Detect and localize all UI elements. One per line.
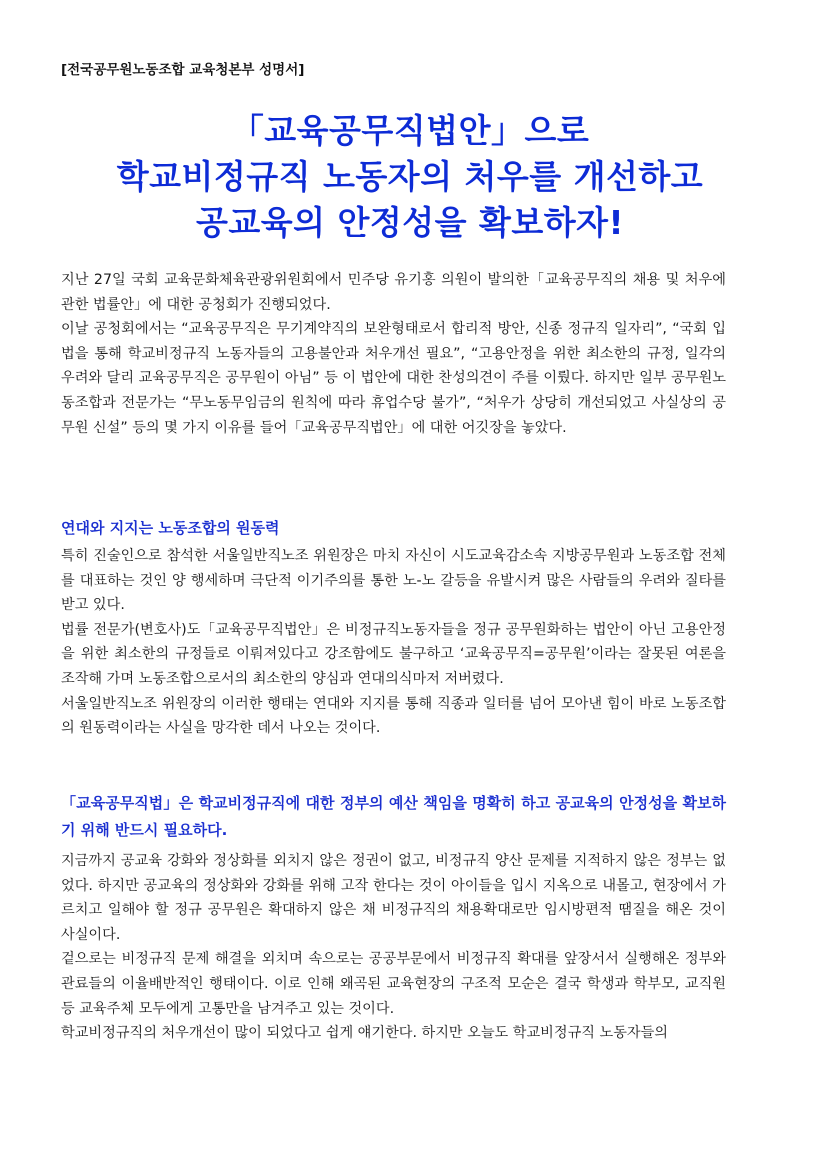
section2-paragraph-2: 겉으로는 비정규직 문제 해결을 외치며 속으로는 공공부문에서 비정규직 확대를 앞장서서 실행해온 정부와 관료들의 이율배반적인 행태이다. 이로 인해 왜곡된 교육현장의 구조적 모순은 결국 학생과 학부모, 교직원 등 교육주체 모두에게 고통만을 남겨주고 있는 것이다.: [61, 951, 726, 1017]
section2-body: [61, 849, 726, 1046]
title-line-2: 학교비정규직 노동자의 처우를 개선하고: [116, 157, 704, 196]
document-title: [0, 108, 820, 246]
intro-paragraph-2: 이날 공청회에서는 “교육공무직은 무기계약직의 보완형태로서 합리적 방안, 신종 정규직 일자리”, “국회 입법을 통해 학교비정규직 노동자들의 고용불안과 처우개선 필요”, “고용안정을 위한 최소한의 규정, 일각의 우려와 달리 교육공무직은 공무원이 아님” 등 이 법안에 대한 찬성의견이 주를 이뤘다. 하지만 일부 공무원노동조합과 전문가는 “무노동무임금의 원칙에 따라 휴업수당 불가”, “처우가 상당히 개선되었고 사실상의 공무원 신설” 등의 몇 가지 이유를 들어「교육공무직법안」에 대한 어깃장을 놓았다.: [61, 321, 726, 436]
section1-body: [61, 544, 726, 741]
section1-paragraph-2: 법률 전문가(변호사)도「교육공무직법안」은 비정규직노동자들을 정규 공무원화하는 법안이 아닌 고용안정을 위한 최소한의 규정들로 이뤄져있다고 강조함에도 불구하고 ‘교육공무직=공무원’이라는 잘못된 여론을 조작해 가며 노동조합으로서의 최소한의 양심과 연대의식마저 저버렸다.: [61, 621, 726, 687]
section2-paragraph-1: 지금까지 공교육 강화와 정상화를 외치지 않은 정권이 없고, 비정규직 양산 문제를 지적하지 않은 정부는 없었다. 하지만 공교육의 정상화와 강화를 위해 고작 한다는 것이 아이들을 입시 지옥으로 내몰고, 현장에서 가르치고 일해야 할 정규 공무원은 확대하지 않은 채 비정규직의 채용확대로만 임시방편적 땜질을 해온 것이 사실이다.: [61, 853, 726, 943]
intro-paragraph-1: 지난 27일 국회 교육문화체육관광위원회에서 민주당 유기홍 의원이 발의한「교육공무직의 채용 및 처우에 관한 법률안」에 대한 공청회가 진행되었다.: [61, 272, 726, 313]
intro-section: [61, 268, 726, 440]
section2-heading: 「교육공무직법」은 학교비정규직에 대한 정부의 예산 책임을 명확히 하고 공교육의 안정성을 확보하기 위해 반드시 필요하다.: [61, 794, 726, 839]
title-line-1: 「교육공무직법안」으로: [230, 111, 590, 150]
title-line-3: 공교육의 안정성을 확보하자!: [195, 203, 625, 242]
statement-source-tag: [전국공무원노동조합 교육청본부 성명서]: [61, 62, 305, 78]
section1-paragraph-1: 특히 진술인으로 참석한 서울일반직노조 위원장은 마치 자신이 시도교육감소속 지방공무원과 노동조합 전체를 대표하는 것인 양 행세하며 극단적 이기주의를 통한 노-노 갈등을 유발시켜 많은 사람들의 우려와 질타를 받고 있다.: [61, 548, 726, 614]
section2-paragraph-3: 학교비정규직의 처우개선이 많이 되었다고 쉽게 얘기한다. 하지만 오늘도 학교비정규직 노동자들의: [61, 1025, 669, 1042]
section1-paragraph-3: 서울일반직노조 위원장의 이러한 행태는 연대와 지지를 통해 직종과 일터를 넘어 모아낸 힘이 바로 노동조합의 원동력이라는 사실을 망각한 데서 나오는 것이다.: [61, 695, 726, 737]
section1-heading: 연대와 지지는 노동조합의 원동력: [61, 519, 280, 537]
